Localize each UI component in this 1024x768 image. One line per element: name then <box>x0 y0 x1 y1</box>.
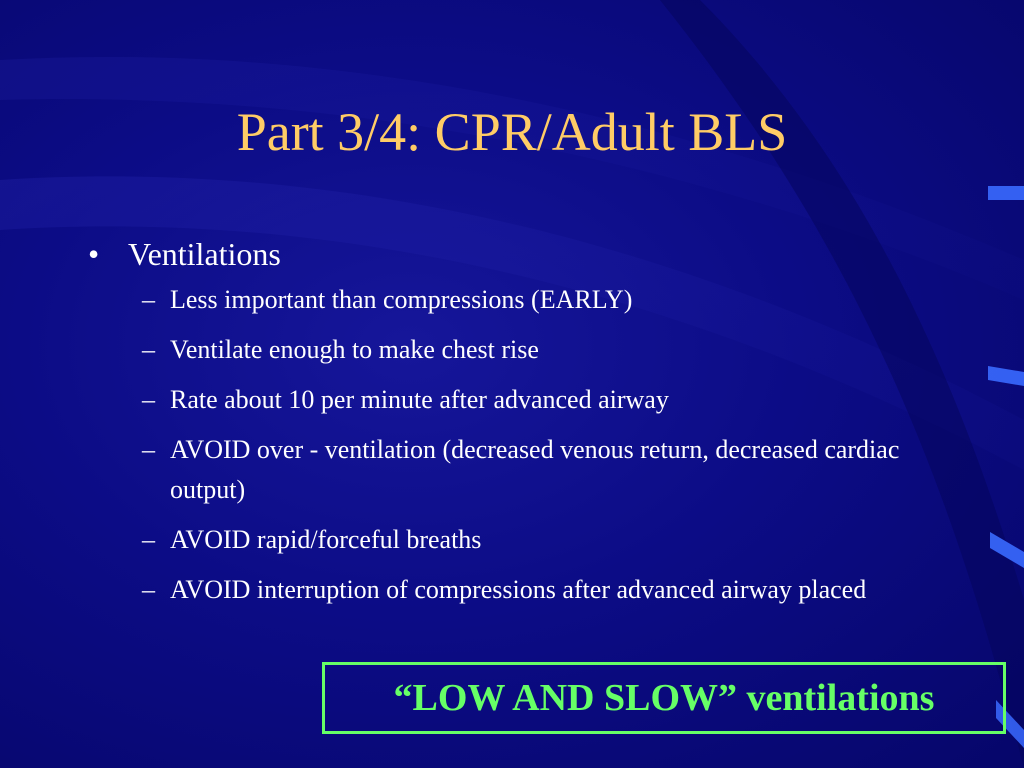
dash-marker: – <box>142 575 155 604</box>
slide-title: Part 3/4: CPR/Adult BLS <box>236 102 788 162</box>
sub-bullet-text: Ventilate enough to make chest rise <box>170 335 539 364</box>
sub-bullet-item <box>88 330 908 370</box>
low-and-slow-callout: “LOW AND SLOW” ventilations <box>322 662 1006 734</box>
sub-bullet-text: Rate about 10 per minute after advanced airway <box>170 385 669 414</box>
sub-bullet-text: AVOID over - ventilation (decreased venous return, decreased cardiac output) <box>170 435 900 504</box>
dash-marker: – <box>142 385 155 414</box>
sub-bullet-item <box>88 430 908 510</box>
sub-bullet-text: AVOID rapid/forceful breaths <box>170 525 482 554</box>
slide-content <box>88 232 908 620</box>
sub-bullet-item <box>88 520 908 560</box>
bullet-text: Ventilations <box>128 236 281 272</box>
sub-bullet-item <box>88 280 908 320</box>
sub-bullet-list <box>88 280 908 610</box>
sub-bullet-item <box>88 570 908 610</box>
dash-marker: – <box>142 285 155 314</box>
bullet-marker: • <box>88 236 100 272</box>
sub-bullet-text: AVOID interruption of compressions after advanced airway placed <box>170 575 867 604</box>
dash-marker: – <box>142 335 155 364</box>
sub-bullet-item <box>88 380 908 420</box>
dash-marker: – <box>142 525 155 554</box>
bullet-ventilations <box>88 232 908 276</box>
sub-bullet-text: Less important than compressions (EARLY) <box>170 285 633 314</box>
dash-marker: – <box>142 435 155 464</box>
